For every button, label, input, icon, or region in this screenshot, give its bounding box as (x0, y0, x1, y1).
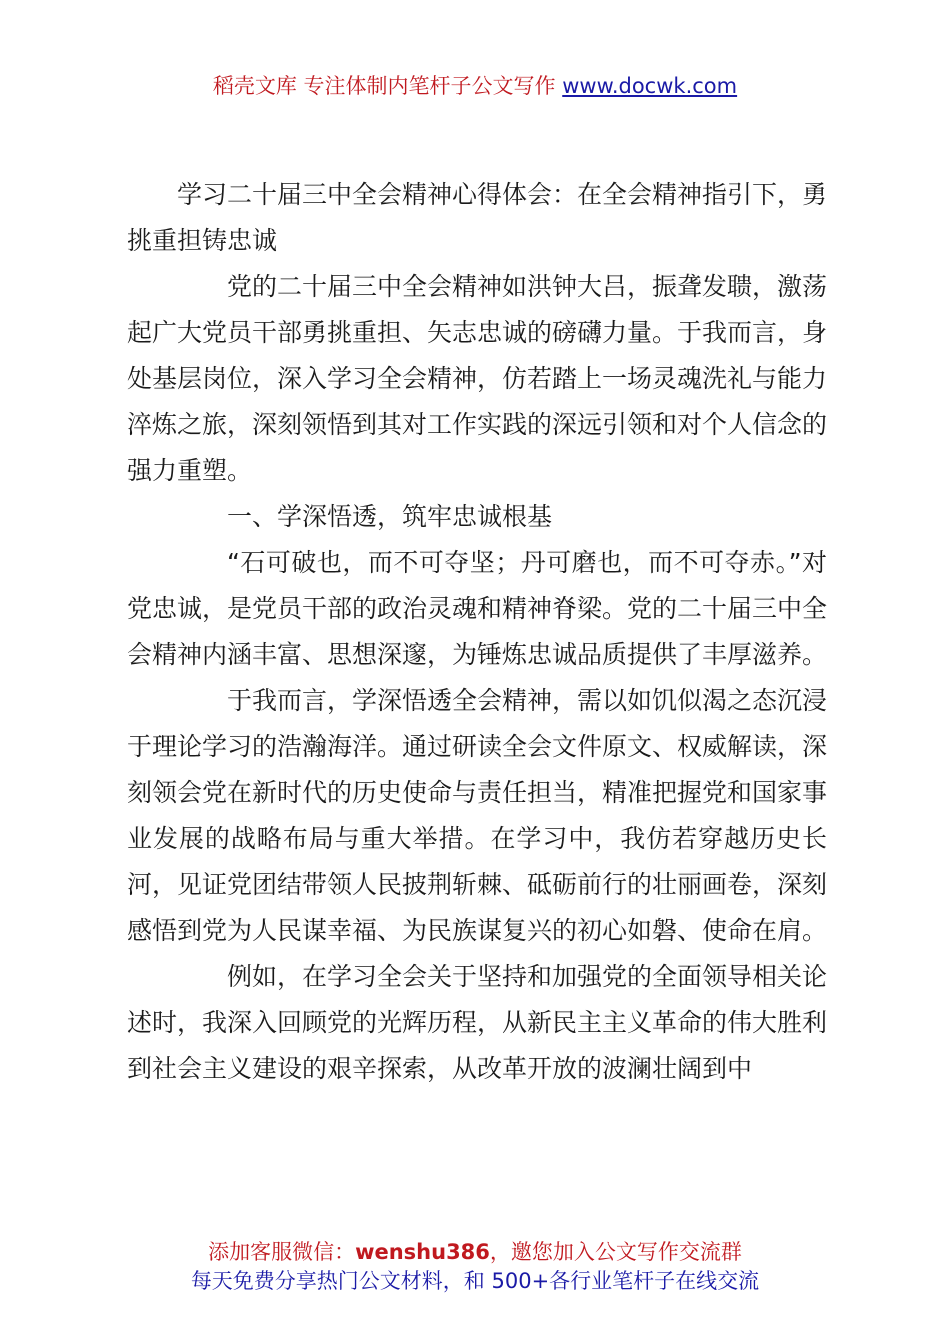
footer-suffix: ，邀您加入公文写作交流群 (489, 1240, 742, 1264)
paragraph-intro: 党的二十届三中全会精神如洪钟大吕，振聋发聩，激荡起广大党员干部勇挑重担、矢志忠诚的磅礴力量。于我而言，身处基层岗位，深入学习全会精神，仿若踏上一场灵魂洗礼与能力淬炼之旅，深刻领悟到其对工作实践的深远引领和对个人信念的强力重塑。 (127, 272, 828, 485)
page-header (0, 70, 950, 100)
brand-text: 稻壳文库 专注体制内笔杆子公文写作 (212, 74, 563, 98)
footer-line-1 (0, 1238, 950, 1267)
paragraph-quote: “石可破也，而不可夺坚；丹可磨也，而不可夺赤。”对党忠诚，是党员干部的政治灵魂和精神脊梁。党的二十届三中全会精神内涵丰富、思想深邃，为锤炼忠诚品质提供了丰厚滋养。 (127, 548, 828, 669)
wechat-id: wenshu386 (355, 1240, 490, 1264)
document-body (127, 172, 827, 1092)
site-link[interactable]: www.docwk.com (562, 74, 738, 98)
footer-prefix: 添加客服微信： (208, 1240, 356, 1264)
footer-line-2: 每天免费分享热门公文材料，和 500+各行业笔杆子在线交流 (190, 1269, 760, 1293)
paragraph-study: 于我而言，学深悟透全会精神，需以如饥似渴之态沉浸于理论学习的浩瀚海洋。通过研读全会文件原文、权威解读，深刻领会党在新时代的历史使命与责任担当，精准把握党和国家事业发展的战略布局与重大举措。在学习中，我仿若穿越历史长河，见证党团结带领人民披荆斩棘、砥砺前行的壮丽画卷，深刻感悟到党为人民谋幸福、为民族谋复兴的初心如磐、使命在肩。 (127, 686, 828, 945)
section-heading: 一、学深悟透，筑牢忠诚根基 (227, 502, 553, 531)
paragraph-example: 例如，在学习全会关于坚持和加强党的全面领导相关论述时，我深入回顾党的光辉历程，从新民主主义革命的伟大胜利到社会主义建设的艰辛探索，从改革开放的波澜壮阔到中 (127, 962, 828, 1083)
document-title: 学习二十届三中全会精神心得体会：在全会精神指引下，勇挑重担铸忠诚 (127, 180, 828, 255)
page-footer (0, 1238, 950, 1296)
